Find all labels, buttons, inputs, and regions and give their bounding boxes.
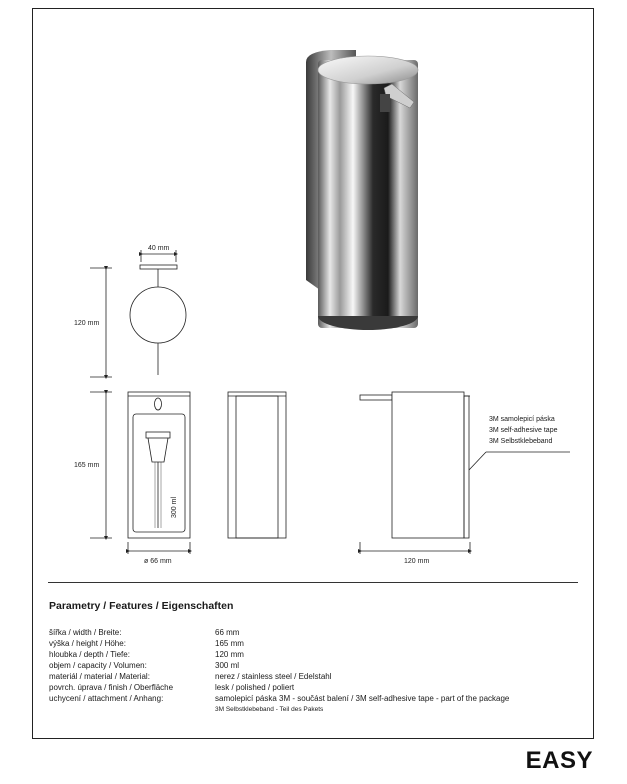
spec-label: povrch. úprava / finish / Oberfläche xyxy=(49,683,174,692)
tape-callout xyxy=(489,414,557,447)
dim-height: 165 mm xyxy=(74,462,100,469)
front-view xyxy=(90,392,190,554)
product-photo xyxy=(306,50,418,330)
dim-top-width: 40 mm xyxy=(148,245,170,252)
spec-value: 66 mm xyxy=(215,628,240,637)
spec-value: lesk / polished / poliert xyxy=(215,683,295,692)
spec-value: samolepicí páska 3M - součást balení / 3M self-adhesive tape - part of the package xyxy=(215,694,510,703)
dim-side-depth: 120 mm xyxy=(404,558,430,565)
tape-label-cz: 3M samolepicí páska xyxy=(489,416,555,423)
dim-diameter: ø 66 mm xyxy=(144,558,172,565)
spec-value: nerez / stainless steel / Edelstahl xyxy=(215,672,332,681)
volume-mark: 300 ml xyxy=(171,496,178,518)
brand-name: EASY xyxy=(525,747,593,774)
spec-label: hloubka / depth / Tiefe: xyxy=(49,650,130,659)
spec-label: výška / height / Höhe: xyxy=(49,639,126,648)
spec-label: šířka / width / Breite: xyxy=(49,628,122,637)
middle-view xyxy=(228,392,286,538)
specs-title: Parametry / Features / Eigenschaften xyxy=(49,600,234,612)
spec-label: materiál / material / Material: xyxy=(49,672,150,681)
spec-label: objem / capacity / Volumen: xyxy=(49,661,147,670)
spec-label: uchycení / attachment / Anhang: xyxy=(49,694,164,703)
spec-value: 165 mm xyxy=(215,639,244,648)
tape-label-de: 3M Selbstklebeband xyxy=(489,438,553,445)
tape-label-en: 3M self-adhesive tape xyxy=(489,427,558,434)
spec-value: 300 ml xyxy=(215,661,240,670)
dim-top-depth: 120 mm xyxy=(74,320,100,327)
spec-value-secondary: 3M Selbstklebeband - Teil des Pakets xyxy=(215,706,324,713)
section-divider xyxy=(48,582,578,583)
top-view xyxy=(90,250,186,377)
spec-value: 120 mm xyxy=(215,650,244,659)
